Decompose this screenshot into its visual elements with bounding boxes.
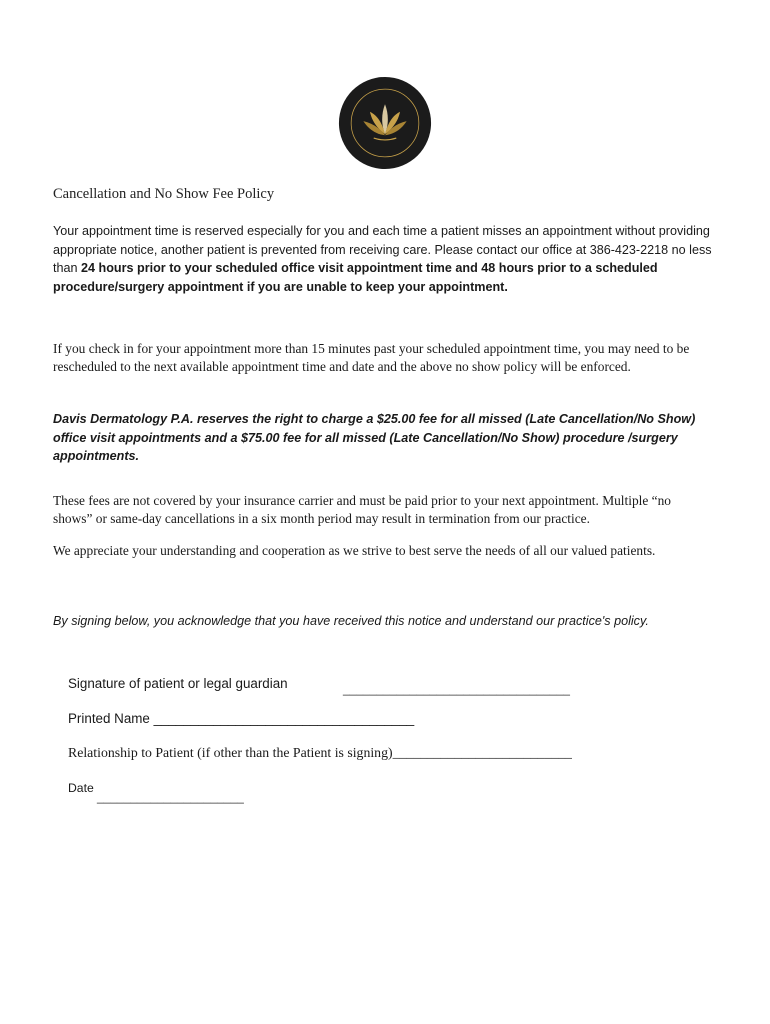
late-checkin-paragraph: If you check in for your appointment more than 15 minutes past your scheduled appointment time, you may need to be rescheduled to the next available appointment time and date and the above no show policy will be enforced. <box>53 341 690 374</box>
acknowledgement-paragraph: By signing below, you acknowledge that you have received this notice and understand our practice's policy. <box>53 614 649 628</box>
patient-signature-label: Signature of patient or legal guardian <box>68 676 288 691</box>
date-label: Date <box>68 781 94 795</box>
reservation-text: Your appointment time is reserved especially for you and each time a patient misses an appointment without providing appropriate notice, another patient is prevented from receiving care. Please contact our office at 386-423-2218 no less than <box>53 224 712 276</box>
printed-name-field[interactable]: Printed Name ___________________________________ <box>68 711 415 726</box>
reservation-paragraph <box>53 222 718 296</box>
page-title: Cancellation and No Show Fee Policy <box>53 186 275 202</box>
relationship-field[interactable]: Relationship to Patient (if other than the Patient is signing)__________________________ <box>68 745 572 760</box>
lotus-logo-icon <box>338 76 432 170</box>
reservation-notice-bold: 24 hours prior to your scheduled office visit appointment time and 48 hours prior to a scheduled procedure/surgery appointment if you are unable to keep your appointment. <box>53 261 658 294</box>
fee-paragraph: Davis Dermatology P.A. reserves the right to charge a $25.00 fee for all missed (Late Cancellation/No Show) office visit appointments and a $75.00 fee for all missed (Late Cancellation/No Show) procedure /surgery appointments. <box>53 412 696 464</box>
insurance-paragraph: These fees are not covered by your insurance carrier and must be paid prior to your next appointment. Multiple “no shows” or same-day cancellations in a six month period may result in termination from our practice. <box>53 493 671 526</box>
patient-signature-field[interactable]: __________________________________ <box>343 682 570 696</box>
appreciation-paragraph: We appreciate your understanding and cooperation as we strive to best serve the needs of all our valued patients. <box>53 543 656 558</box>
date-field[interactable]: ______________________ <box>97 790 244 804</box>
